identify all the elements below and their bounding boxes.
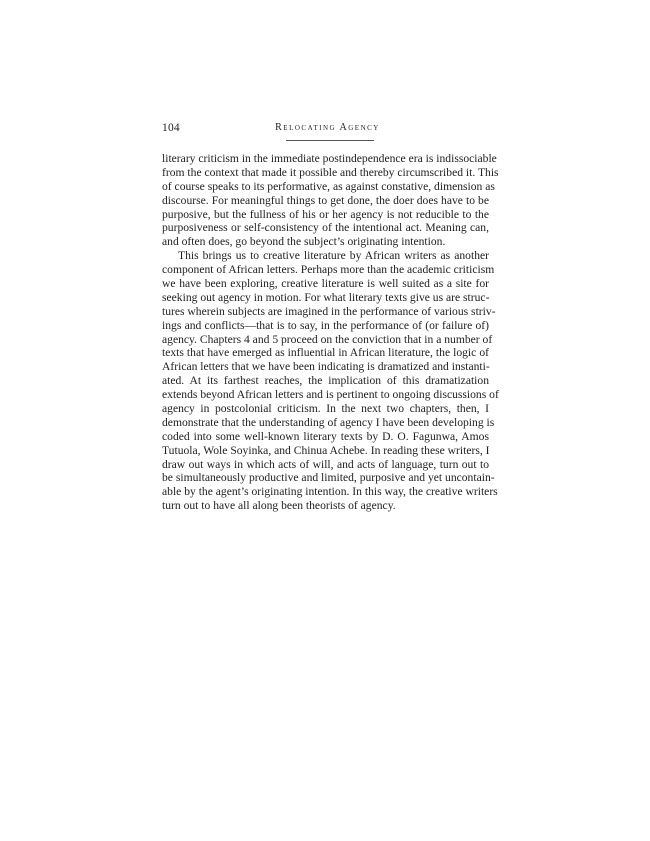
text-line: be simultaneously productive and limited, purposive and yet uncontain- xyxy=(162,471,495,485)
text-line: African letters that we have been indicating is dramatized and instanti- xyxy=(162,360,490,374)
running-head-title-text: Relocating Agency xyxy=(275,122,380,133)
text-line: component of African letters. Perhaps more than the academic criticism xyxy=(162,263,495,277)
text-line: turn out to have all along been theorists of agency. xyxy=(162,499,396,513)
text-line: literary criticism in the immediate postindependence era is indissociable xyxy=(162,152,497,165)
text-line: from the context that made it possible and thereby circumscribed it. This xyxy=(162,165,499,179)
running-head-rule xyxy=(286,140,374,141)
text-line: ated. At its farthest reaches, the implication of this dramatization xyxy=(162,374,489,388)
text-line: coded into some well-known literary texts by D. O. Fagunwa, Amos xyxy=(162,429,489,443)
running-head xyxy=(162,122,489,140)
text-line: ings and conflicts—that is to say, in the performance of (or failure of) xyxy=(162,318,489,332)
text-line: This brings us to creative literature by African writers as another xyxy=(178,249,489,263)
text-line: seeking out agency in motion. For what literary texts give us are struc- xyxy=(162,290,490,304)
text-line: and often does, go beyond the subject’s originating intention. xyxy=(162,235,446,249)
text-line: texts that have emerged as influential in African literature, the logic of xyxy=(162,346,489,360)
text-line: purposiveness or self-consistency of the intentional act. Meaning can, xyxy=(162,221,489,235)
text-line: agency. Chapters 4 and 5 proceed on the conviction that in a number of xyxy=(162,332,493,346)
text-line: Tutuola, Wole Soyinka, and Chinua Achebe. In reading these writers, I xyxy=(162,443,490,457)
text-line: of course speaks to its performative, as against constative, dimension as xyxy=(162,179,495,193)
text-line: able by the agent’s originating intention. In this way, the creative writers xyxy=(162,485,498,499)
running-head-title xyxy=(162,122,489,133)
text-line: draw out ways in which acts of will, and acts of language, turn out to xyxy=(162,457,489,471)
body-text xyxy=(162,152,499,513)
text-line: extends beyond African letters and is pertinent to ongoing discussions of xyxy=(162,388,499,402)
text-line: agency in postcolonial criticism. In the next two chapters, then, I xyxy=(162,402,489,416)
page-number: 104 xyxy=(162,122,180,134)
text-line: discourse. For meaningful things to get done, the doer does have to be xyxy=(162,193,489,207)
text-line: tures wherein subjects are imagined in the performance of various striv- xyxy=(162,304,496,318)
text-line: purposive, but the fullness of his or her agency is not reducible to the xyxy=(162,207,489,221)
text-line: we have been exploring, creative literature is well suited as a site for xyxy=(162,277,489,291)
text-line: demonstrate that the understanding of agency I have been developing is xyxy=(162,415,495,429)
